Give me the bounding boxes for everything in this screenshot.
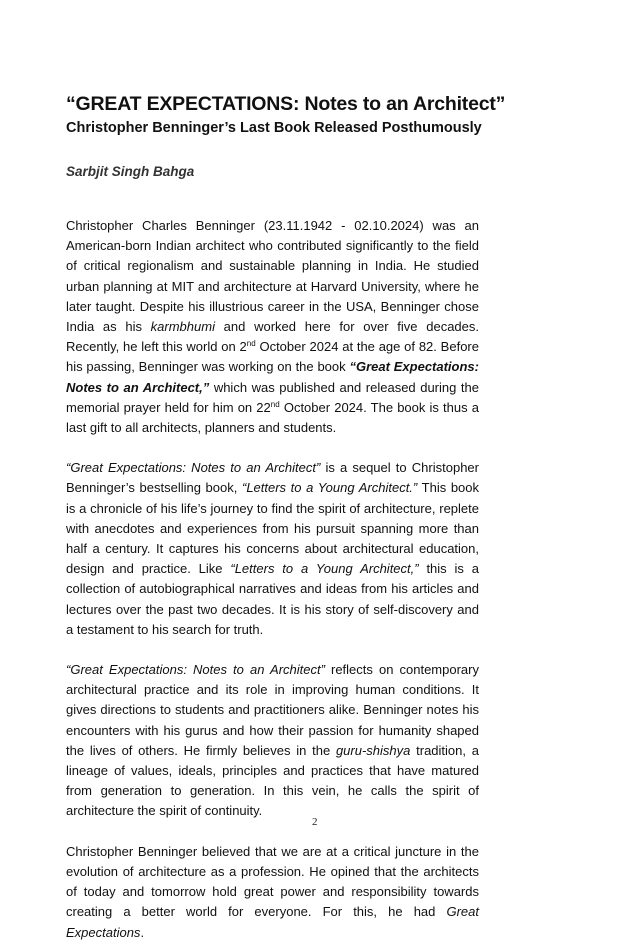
paragraph-2 — [66, 458, 479, 640]
author-name: Sarbjit Singh Bahga — [66, 164, 195, 179]
article-title: “GREAT EXPECTATIONS: Notes to an Architect” — [66, 93, 506, 115]
book-title-emphasis: “Great Expectations: Notes to an Architect,” — [66, 359, 479, 395]
article-body — [66, 216, 479, 943]
ordinal-suffix: nd — [270, 399, 280, 409]
book-title: “Great Expectations: Notes to an Architect” — [66, 662, 325, 678]
paragraph-1 — [66, 216, 479, 438]
article-subtitle: Christopher Benninger’s Last Book Released Posthumously — [66, 120, 482, 136]
text-run: . — [140, 924, 145, 940]
italic-term: karmbhumi — [150, 319, 215, 335]
paragraph-4 — [66, 842, 479, 943]
italic-term: guru-shishya — [335, 742, 411, 758]
text-run: October 2024. The book is thus a last gift to all architects, planners and students. — [66, 399, 480, 436]
italic-term: Great Expectations — [66, 904, 479, 940]
ordinal-suffix: nd — [246, 339, 256, 349]
text-run: tradition, a lineage of values, ideals, principles and practices that have matured from generation to generation. In this vein, he calls the spirit of architecture the spirit of continuity. — [66, 742, 479, 819]
text-run: Christopher Charles Benninger (23.11.1942 - 02.10.2024) was an American-born Indian architect who contributed significantly to the field of critical regionalism and sustainable planning in India. He studied urban planning at MIT and architecture at Harvard University, where he later taught. Despite his illustrious career in the USA, Benninger chose India as his — [66, 218, 479, 335]
text-run: Christopher Benninger believed that we are at a critical juncture in the evolution of architecture as a profession. He opined that the architects of today and tomorrow hold great power and responsibility towards creating a better world for everyone. For this, he had — [66, 843, 479, 920]
book-title: “Letters to a Young Architect,” — [230, 561, 419, 577]
text-run: is a sequel to Christopher Benninger’s bestselling book, — [66, 460, 479, 496]
text-run: This book is a chronicle of his life’s journey to find the spirit of architecture, replete with anecdotes and experiences from his pursuit spanning more than half a century. It captures his concerns about architectural education, design and practice. Like — [66, 480, 480, 577]
text-run: this is a collection of autobiographical narratives and ideas from his articles and lectures over the past two decades. It is his story of self-discovery and a testament to his search for truth. — [66, 561, 479, 637]
text-run: which was published and released during the memorial prayer held for him on 22 — [66, 379, 480, 415]
paragraph-3 — [66, 660, 479, 822]
book-title: “Great Expectations: Notes to an Architect” — [66, 460, 321, 476]
text-run: October 2024 at the age of 82. Before his passing, Benninger was working on the book — [66, 339, 479, 375]
text-run: and worked here for over five decades. Recently, he left this world on 2 — [66, 319, 479, 355]
text-run: reflects on contemporary architectural practice and its role in improving human conditions. It gives directions to students and practitioners alike. Benninger notes his encounters with his gurus and how their passion for humanity shaped the lives of others. He firmly believes in the — [66, 662, 479, 758]
page-number: 2 — [312, 816, 318, 828]
book-title: “Letters to a Young Architect.” — [241, 480, 418, 496]
